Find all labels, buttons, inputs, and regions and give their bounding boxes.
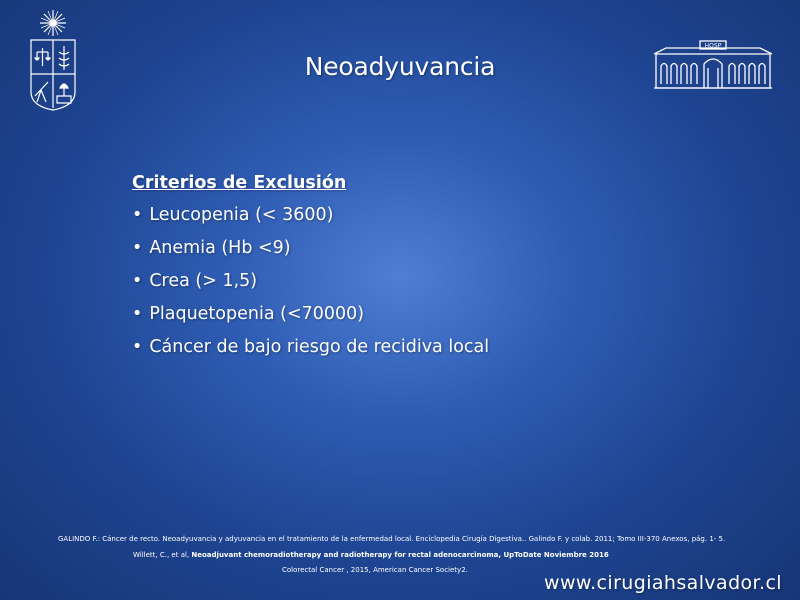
list-item-text: Plaquetopenia (<70000): [149, 304, 365, 324]
reference-acs: Colorectal Cancer , 2015, American Cancer Society2.: [282, 566, 468, 574]
reference-galindo: GALINDO F.: Cáncer de recto. Neoadyuvancia y adyuvancia en el tratamiento de la enfermedad local. Enciclopedia Cirugía Digestiva.. Galindo F. y colab. 2011; Tomo III-370 Anexos, pág. 1- 5.: [58, 535, 726, 543]
reference-willett-author: Willett, C., et al,: [133, 551, 190, 559]
criteria-heading: Criterios de Exclusión: [132, 173, 347, 193]
website-url: www.cirugiahsalvador.cl: [544, 572, 782, 594]
list-item: [132, 237, 489, 259]
hospital-sign: HOSP: [704, 42, 722, 50]
list-item-text: Anemia (Hb <9): [149, 238, 291, 258]
reference-willett: [133, 551, 609, 559]
bullet-icon: •: [132, 205, 143, 225]
list-item: [132, 270, 489, 292]
bullet-icon: •: [132, 238, 143, 258]
list-item-text: Cáncer de bajo riesgo de recidiva local: [149, 337, 490, 357]
exclusion-criteria-list: [132, 172, 489, 369]
bullet-icon: •: [132, 304, 143, 324]
bullet-icon: •: [132, 337, 143, 357]
list-item: [132, 336, 489, 358]
bullet-icon: •: [132, 271, 143, 291]
slide-title: Neoadyuvancia: [304, 52, 496, 81]
list-item: [132, 303, 489, 325]
list-item: [132, 204, 489, 226]
list-item-text: Crea (> 1,5): [149, 271, 258, 291]
list-item-text: Leucopenia (< 3600): [149, 205, 334, 225]
reference-willett-title: Neoadjuvant chemoradiotherapy and radiotherapy for rectal adenocarcinoma, UpToDate Noviembre 2016: [191, 551, 609, 559]
